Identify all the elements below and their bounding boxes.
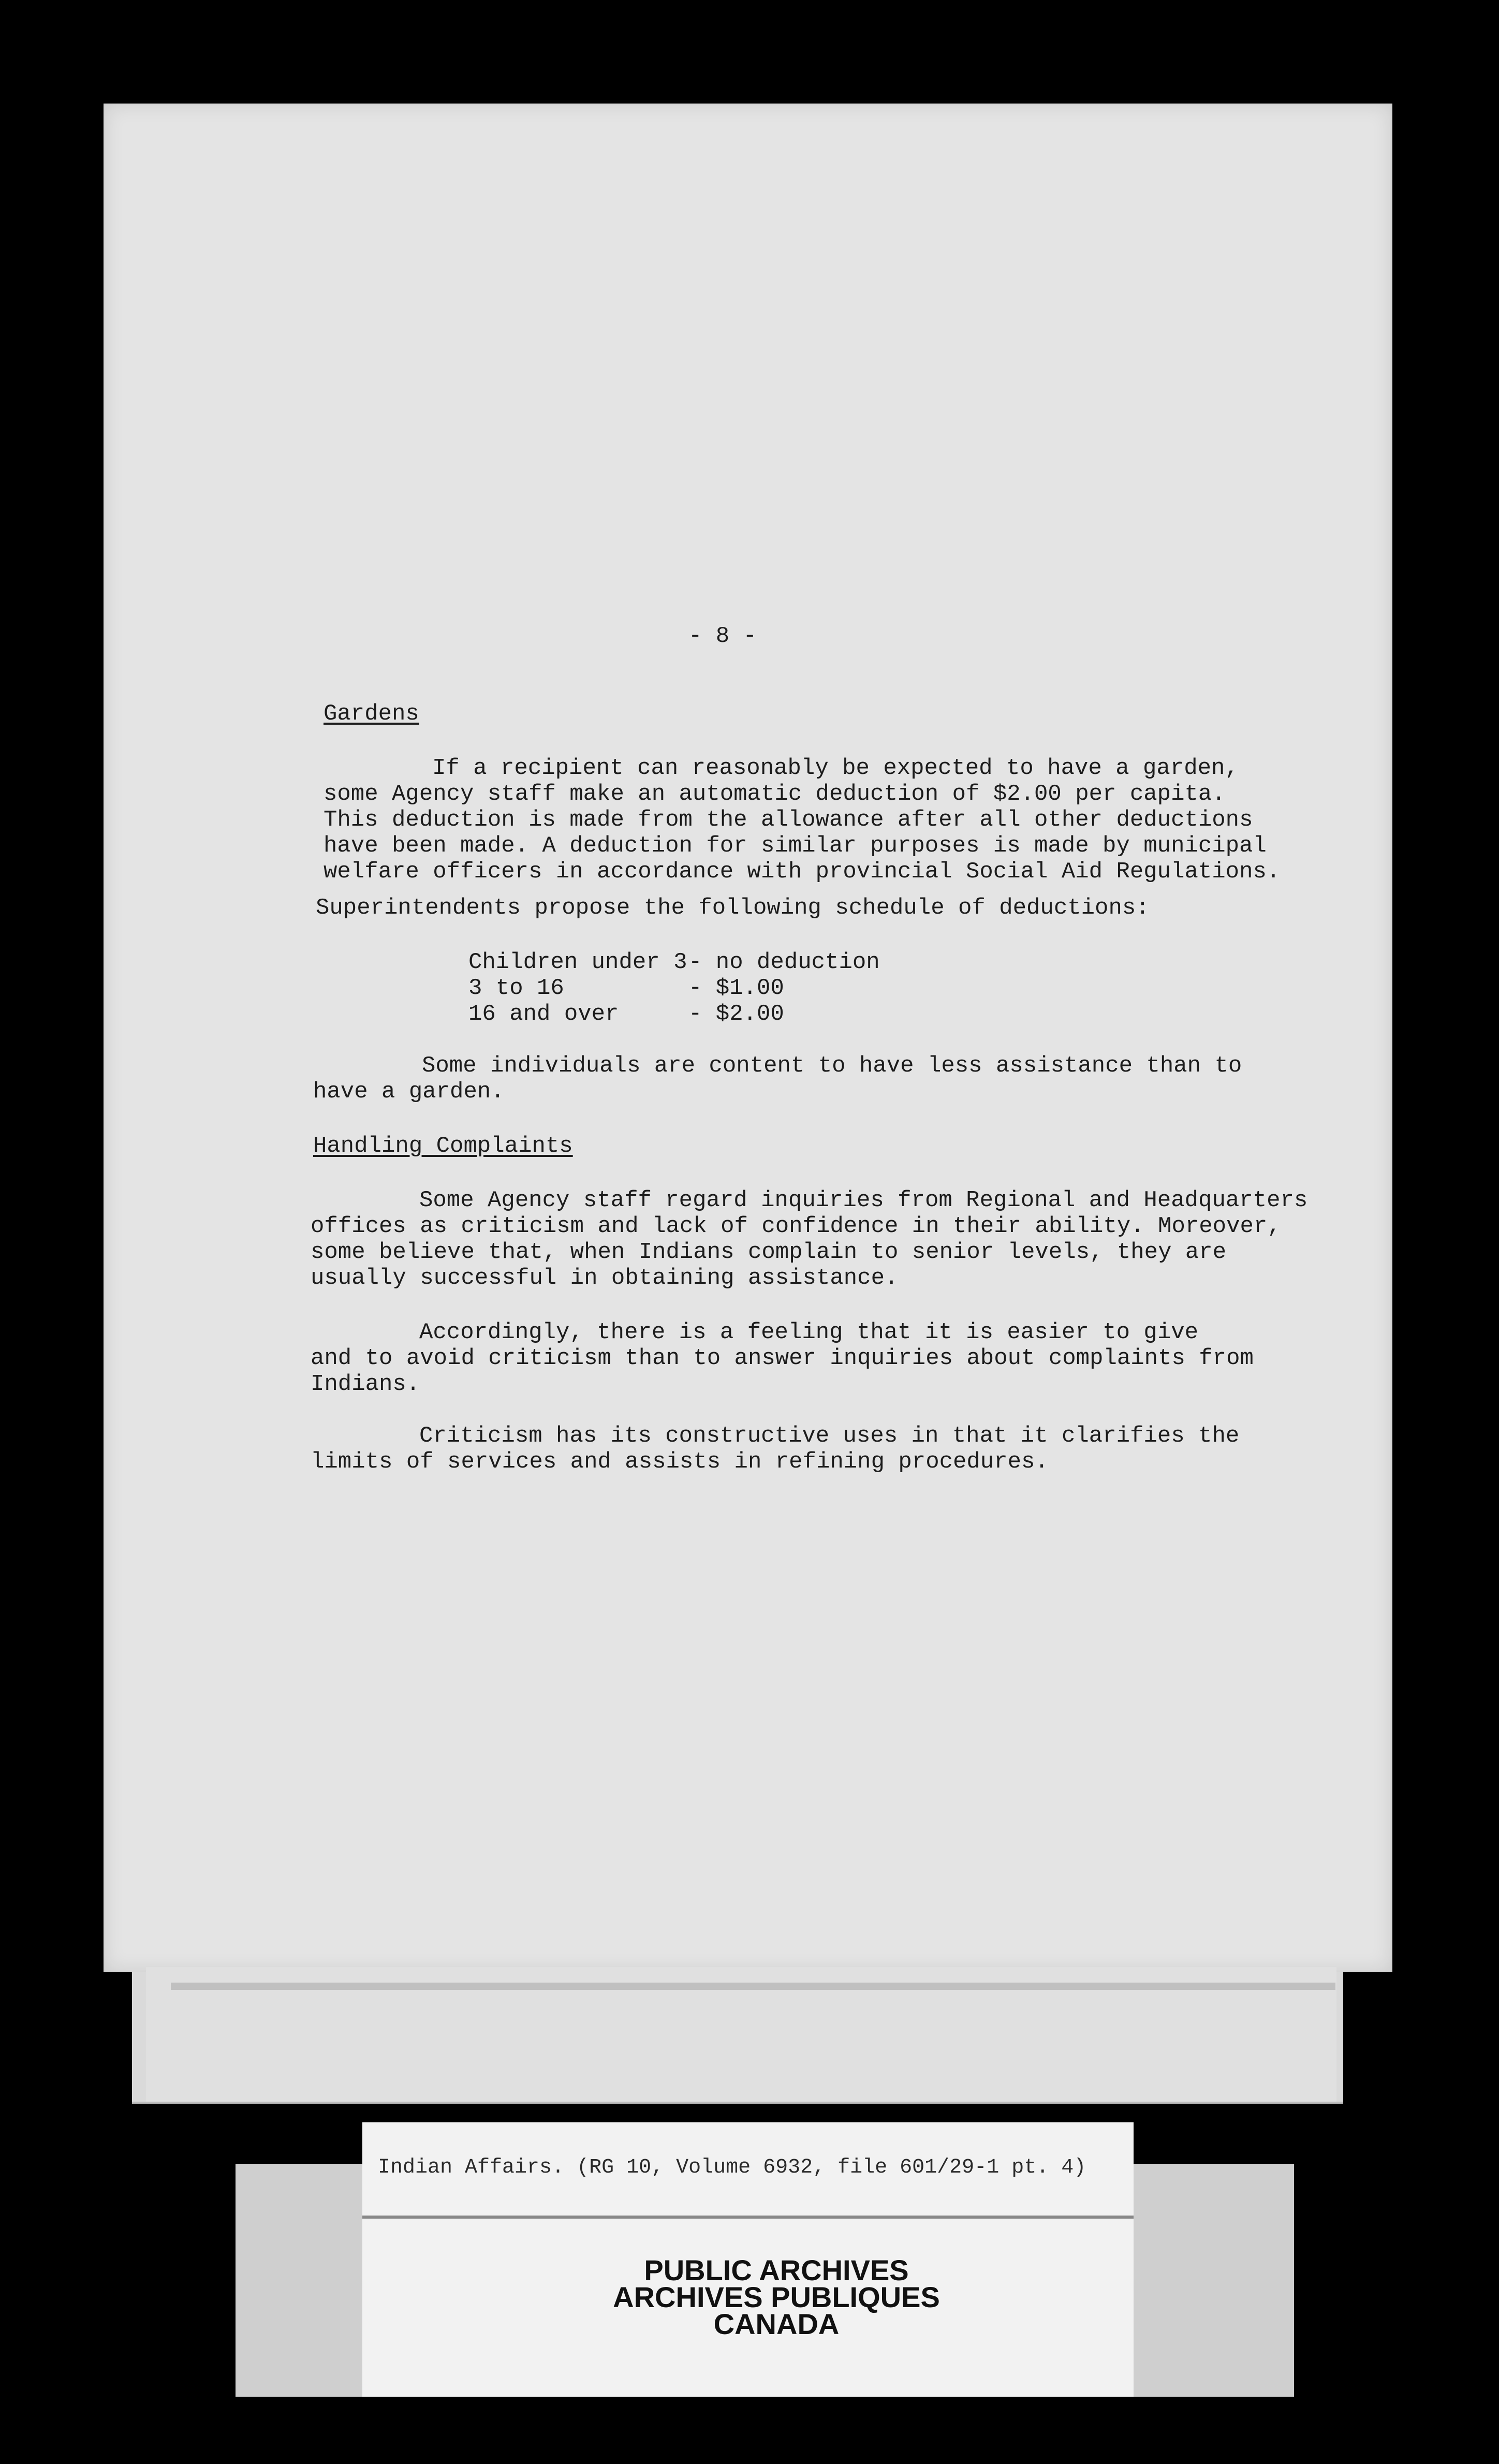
archive-reference: Indian Affairs. (RG 10, Volume 6932, file 601/29-1 pt. 4) bbox=[378, 2156, 1086, 2179]
schedule-deduction: - $1.00 bbox=[688, 975, 784, 1001]
paragraph-line: some believe that, when Indians complain to senior levels, they are bbox=[311, 1239, 1227, 1265]
schedule-intro: Superintendents propose the following schedule of deductions: bbox=[316, 895, 1150, 921]
paragraph-line: Indians. bbox=[311, 1371, 420, 1397]
paragraph-line: usually successful in obtaining assistance. bbox=[311, 1265, 899, 1291]
paragraph-line: offices as criticism and lack of confidence in their ability. Moreover, bbox=[311, 1213, 1281, 1239]
schedule-group: 3 to 16 bbox=[468, 975, 564, 1001]
label-backing-right bbox=[1134, 2164, 1294, 2397]
archives-stamp bbox=[518, 2254, 1035, 2340]
paragraph-line: If a recipient can reasonably be expected to have a garden, bbox=[432, 755, 1239, 781]
paragraph-line: some Agency staff make an automatic deduction of $2.00 per capita. bbox=[324, 781, 1226, 807]
section-heading-handling-complaints: Handling Complaints bbox=[313, 1133, 573, 1159]
schedule-group: 16 and over bbox=[468, 1001, 619, 1027]
stamp-line: PUBLIC ARCHIVES bbox=[644, 2254, 909, 2286]
label-divider bbox=[362, 2216, 1134, 2219]
schedule-deduction: - $2.00 bbox=[688, 1001, 784, 1027]
schedule-deduction: - no deduction bbox=[688, 949, 880, 975]
paragraph-line: have been made. A deduction for similar purposes is made by municipal bbox=[324, 833, 1267, 859]
paragraph-line: This deduction is made from the allowance after all other deductions bbox=[324, 807, 1253, 833]
page-number: - 8 - bbox=[688, 623, 757, 649]
paragraph-line: welfare officers in accordance with provincial Social Aid Regulations. bbox=[324, 859, 1281, 885]
paragraph-line: and to avoid criticism than to answer inquiries about complaints from bbox=[311, 1345, 1254, 1371]
section-heading-gardens: Gardens bbox=[324, 701, 419, 727]
paragraph-line: limits of services and assists in refining procedures. bbox=[311, 1449, 1049, 1475]
schedule-group: Children under 3 bbox=[468, 949, 687, 975]
paragraph-line: have a garden. bbox=[313, 1079, 505, 1105]
label-backing-left bbox=[236, 2164, 362, 2397]
stamp-line: ARCHIVES PUBLIQUES bbox=[613, 2281, 940, 2313]
stamp-line: CANADA bbox=[713, 2308, 840, 2340]
paragraph-line: Accordingly, there is a feeling that it is easier to give bbox=[419, 1319, 1199, 1345]
paragraph-line: Some Agency staff regard inquiries from Regional and Headquarters bbox=[419, 1187, 1308, 1213]
paragraph-line: Criticism has its constructive uses in that it clarifies the bbox=[419, 1423, 1240, 1449]
paragraph-line: Some individuals are content to have less assistance than to bbox=[422, 1053, 1242, 1079]
